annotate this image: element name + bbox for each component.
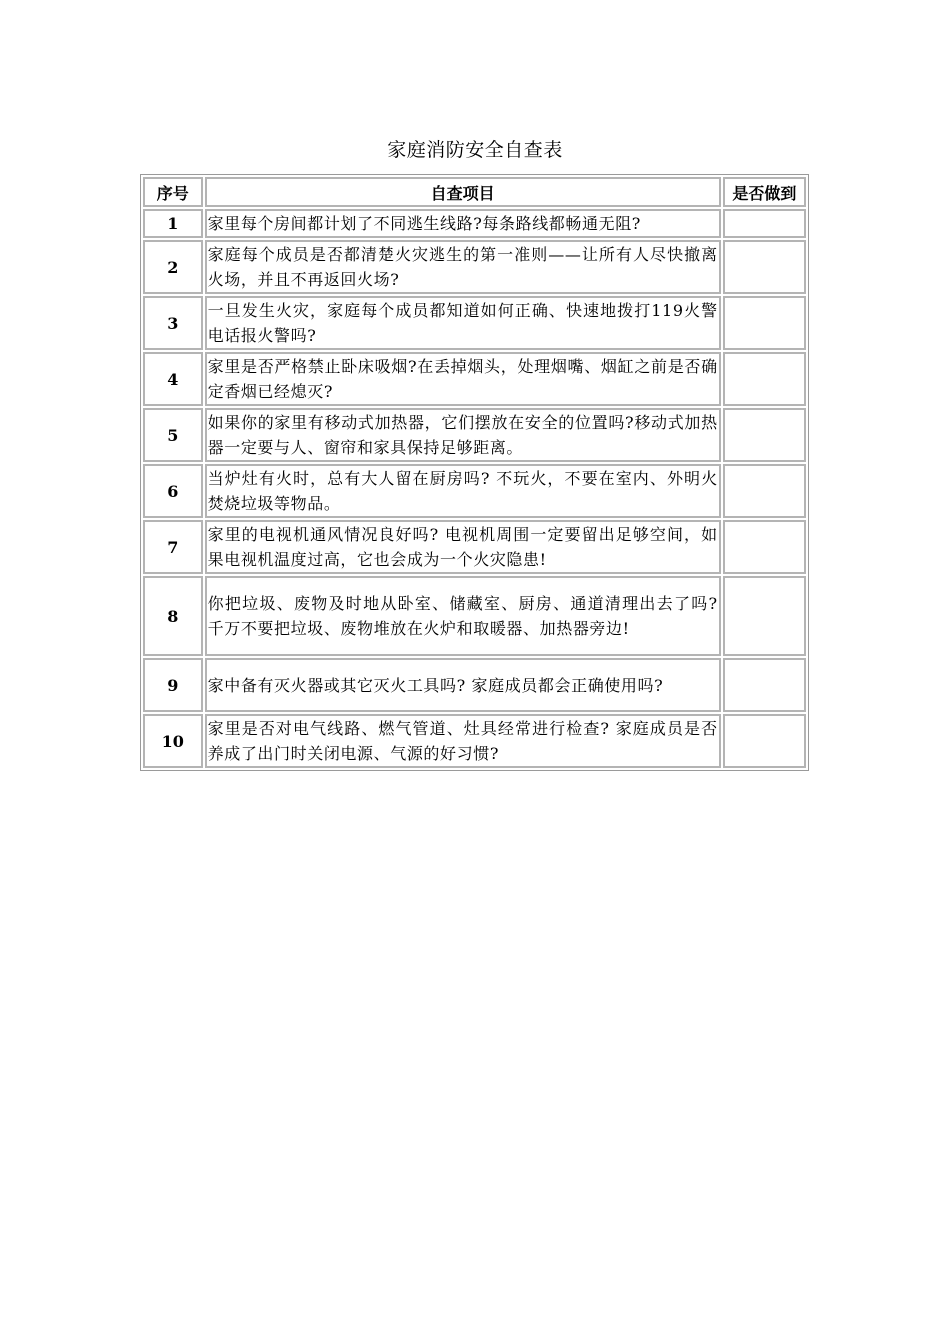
row-done-cell[interactable] [723, 240, 806, 294]
header-check-item: 自查项目 [205, 177, 721, 207]
row-check-item: 家里的电视机通风情况良好吗? 电视机周围一定要留出足够空间，如果电视机温度过高，它也会成为一个火灾隐患! [205, 520, 721, 574]
page-title: 家庭消防安全自查表 [387, 139, 563, 161]
row-check-item: 当炉灶有火时，总有大人留在厨房吗? 不玩火，不要在室内、外明火焚烧垃圾等物品。 [205, 464, 721, 518]
row-number: 8 [143, 576, 203, 656]
row-number: 3 [143, 296, 203, 350]
table-row [143, 296, 806, 350]
table-row [143, 209, 806, 238]
row-check-item: 家里是否严格禁止卧床吸烟?在丢掉烟头，处理烟嘴、烟缸之前是否确定香烟已经熄灭? [205, 352, 721, 406]
row-done-cell[interactable] [723, 464, 806, 518]
row-number: 6 [143, 464, 203, 518]
row-check-item: 家中备有灭火器或其它灭火工具吗? 家庭成员都会正确使用吗? [205, 658, 721, 712]
header-number: 序号 [143, 177, 203, 207]
row-number: 9 [143, 658, 203, 712]
table-header-row [143, 177, 806, 207]
header-done: 是否做到 [723, 177, 806, 207]
row-check-item: 一旦发生火灾，家庭每个成员都知道如何正确、快速地拨打119火警电话报火警吗? [205, 296, 721, 350]
row-number: 2 [143, 240, 203, 294]
table-row [143, 576, 806, 656]
table-row [143, 352, 806, 406]
row-done-cell[interactable] [723, 576, 806, 656]
row-done-cell[interactable] [723, 352, 806, 406]
table-row [143, 714, 806, 768]
table-row [143, 658, 806, 712]
row-number: 1 [143, 209, 203, 238]
row-number: 7 [143, 520, 203, 574]
row-check-item: 家庭每个成员是否都清楚火灾逃生的第一准则——让所有人尽快撤离火场，并且不再返回火场? [205, 240, 721, 294]
row-check-item: 你把垃圾、废物及时地从卧室、储藏室、厨房、通道清理出去了吗? 千万不要把垃圾、废物堆放在火炉和取暖器、加热器旁边! [205, 576, 721, 656]
row-done-cell[interactable] [723, 714, 806, 768]
row-check-item: 如果你的家里有移动式加热器，它们摆放在安全的位置吗?移动式加热器一定要与人、窗帘和家具保持足够距离。 [205, 408, 721, 462]
row-number: 4 [143, 352, 203, 406]
row-done-cell[interactable] [723, 520, 806, 574]
table-row [143, 464, 806, 518]
table-row [143, 408, 806, 462]
row-done-cell[interactable] [723, 296, 806, 350]
row-done-cell[interactable] [723, 209, 806, 238]
row-done-cell[interactable] [723, 658, 806, 712]
table-row [143, 240, 806, 294]
row-done-cell[interactable] [723, 408, 806, 462]
row-check-item: 家里是否对电气线路、燃气管道、灶具经常进行检查? 家庭成员是否养成了出门时关闭电源、气源的好习惯? [205, 714, 721, 768]
row-number: 5 [143, 408, 203, 462]
row-check-item: 家里每个房间都计划了不同逃生线路?每条路线都畅通无阻? [205, 209, 721, 238]
table-row [143, 520, 806, 574]
row-number: 10 [143, 714, 203, 768]
self-check-table [140, 174, 809, 771]
